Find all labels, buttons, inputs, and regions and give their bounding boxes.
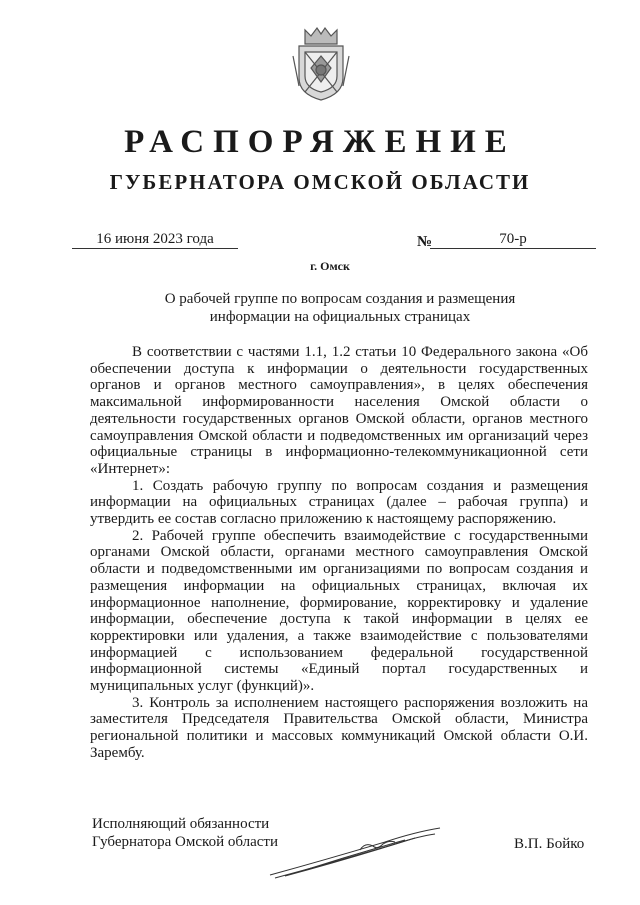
preamble-paragraph: В соответствии с частями 1.1, 1.2 статьи 10 Федерального закона «Об обеспечении доступа к информации о деятельности государственных органов и органов местного самоуправления», в целях обеспечения максимальной информированности населения Омской области о деятельности государственных органов Омской области, органов местного самоуправления Омской области и подведомственных им организаций через официальные страницы в информационно-телекоммуникационной сети «Интернет»: (90, 344, 588, 477)
handwritten-signature (265, 820, 445, 880)
document-heading (150, 290, 530, 326)
document-city: г. Омск (310, 259, 350, 273)
document-title: РАСПОРЯЖЕНИЕ (124, 124, 516, 160)
heading-line-1: О рабочей группе по вопросам создания и размещения (164, 291, 516, 307)
signatory-title-line-2: Губернатора Омской области (92, 834, 278, 850)
signatory-title-line-1: Исполняющий обязанности (92, 816, 270, 832)
signatory-title (92, 815, 278, 851)
document-subtitle: ГУБЕРНАТОРА ОМСКОЙ ОБЛАСТИ (109, 170, 531, 194)
clause-3-paragraph: 3. Контроль за исполнением настоящего распоряжения возложить на заместителя Председателя Правительства Омской области, Министра региональной политики и массовых коммуникаций Омской области О.И. Зарембу. (90, 694, 588, 761)
number-label: № (417, 234, 433, 250)
document-body (90, 344, 588, 762)
document-date: 16 июня 2023 года (72, 230, 238, 249)
coat-of-arms-emblem (291, 26, 351, 102)
document-number: 70-р (430, 230, 596, 249)
clause-1-paragraph: 1. Создать рабочую группу по вопросам создания и размещения информации на официальных страницах (далее – рабочая группа) и утвердить ее состав согласно приложению к настоящему распоряжению. (90, 477, 588, 528)
heading-line-2: информации на официальных страницах (209, 309, 471, 325)
clause-2-paragraph: 2. Рабочей группе обеспечить взаимодействие с государственными органами Омской области, органами местного самоуправления Омской области и подведомственными им организациями по вопросам создания и размещения информации на официальных страницах, включая их информационное наполнение, формирование, корректировку и удаление информации, обеспечение доступа к такой информации в целях ее корректировки или удаления, а также взаимодействие с пользователями информацией с использованием федеральной государственной информационной системы «Единый портал государственных и муниципальных услуг (функций)». (90, 527, 588, 695)
signatory-name: В.П. Бойко (514, 836, 585, 852)
